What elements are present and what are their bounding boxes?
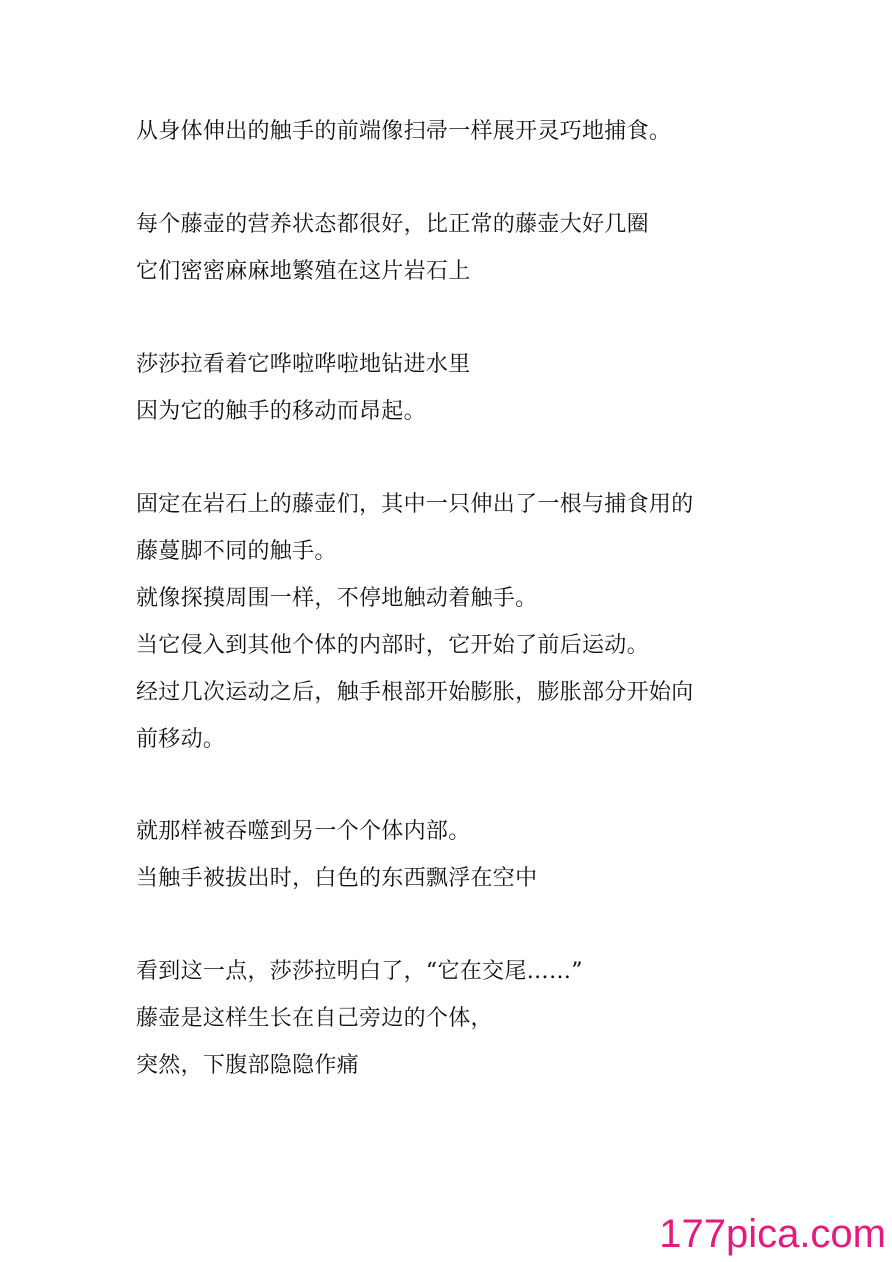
text-line: 当它侵入到其他个体的内部时，它开始了前后运动。 [136, 633, 649, 658]
text-line: 当触手被拔出时，白色的东西飘浮在空中 [136, 866, 538, 891]
text-line: 突然，下腹部隐隐作痛 [136, 1053, 360, 1078]
text-line: 前移动。 [136, 727, 226, 752]
text-line: 藤壶是这样生长在自己旁边的个体， [136, 1006, 493, 1031]
text-line: 固定在岩石上的藤壶们，其中一只伸出了一根与捕食用的 [136, 492, 694, 517]
text-line: 莎莎拉看着它哗啦哗啦地钻进水里 [136, 352, 471, 377]
text-line: 因为它的触手的移动而昂起。 [136, 399, 426, 424]
text-line: 每个藤壶的营养状态都很好，比正常的藤壶大好几圈 [136, 212, 649, 237]
text-line: 就那样被吞噬到另一个个体内部。 [136, 819, 471, 844]
text-line: 藤蔓脚不同的触手。 [136, 539, 337, 564]
watermark-text: 177pica.com [659, 1212, 886, 1256]
text-line: 它们密密麻麻地繁殖在这片岩石上 [136, 259, 471, 284]
text-line: 看到这一点，莎莎拉明白了，“它在交尾……” [136, 959, 583, 984]
text-line: 就像探摸周围一样，不停地触动着触手。 [136, 586, 538, 611]
text-line: 经过几次运动之后，触手根部开始膨胀，膨胀部分开始向 [136, 680, 694, 705]
text-line: 从身体伸出的触手的前端像扫帚一样展开灵巧地捕食。 [136, 119, 672, 144]
